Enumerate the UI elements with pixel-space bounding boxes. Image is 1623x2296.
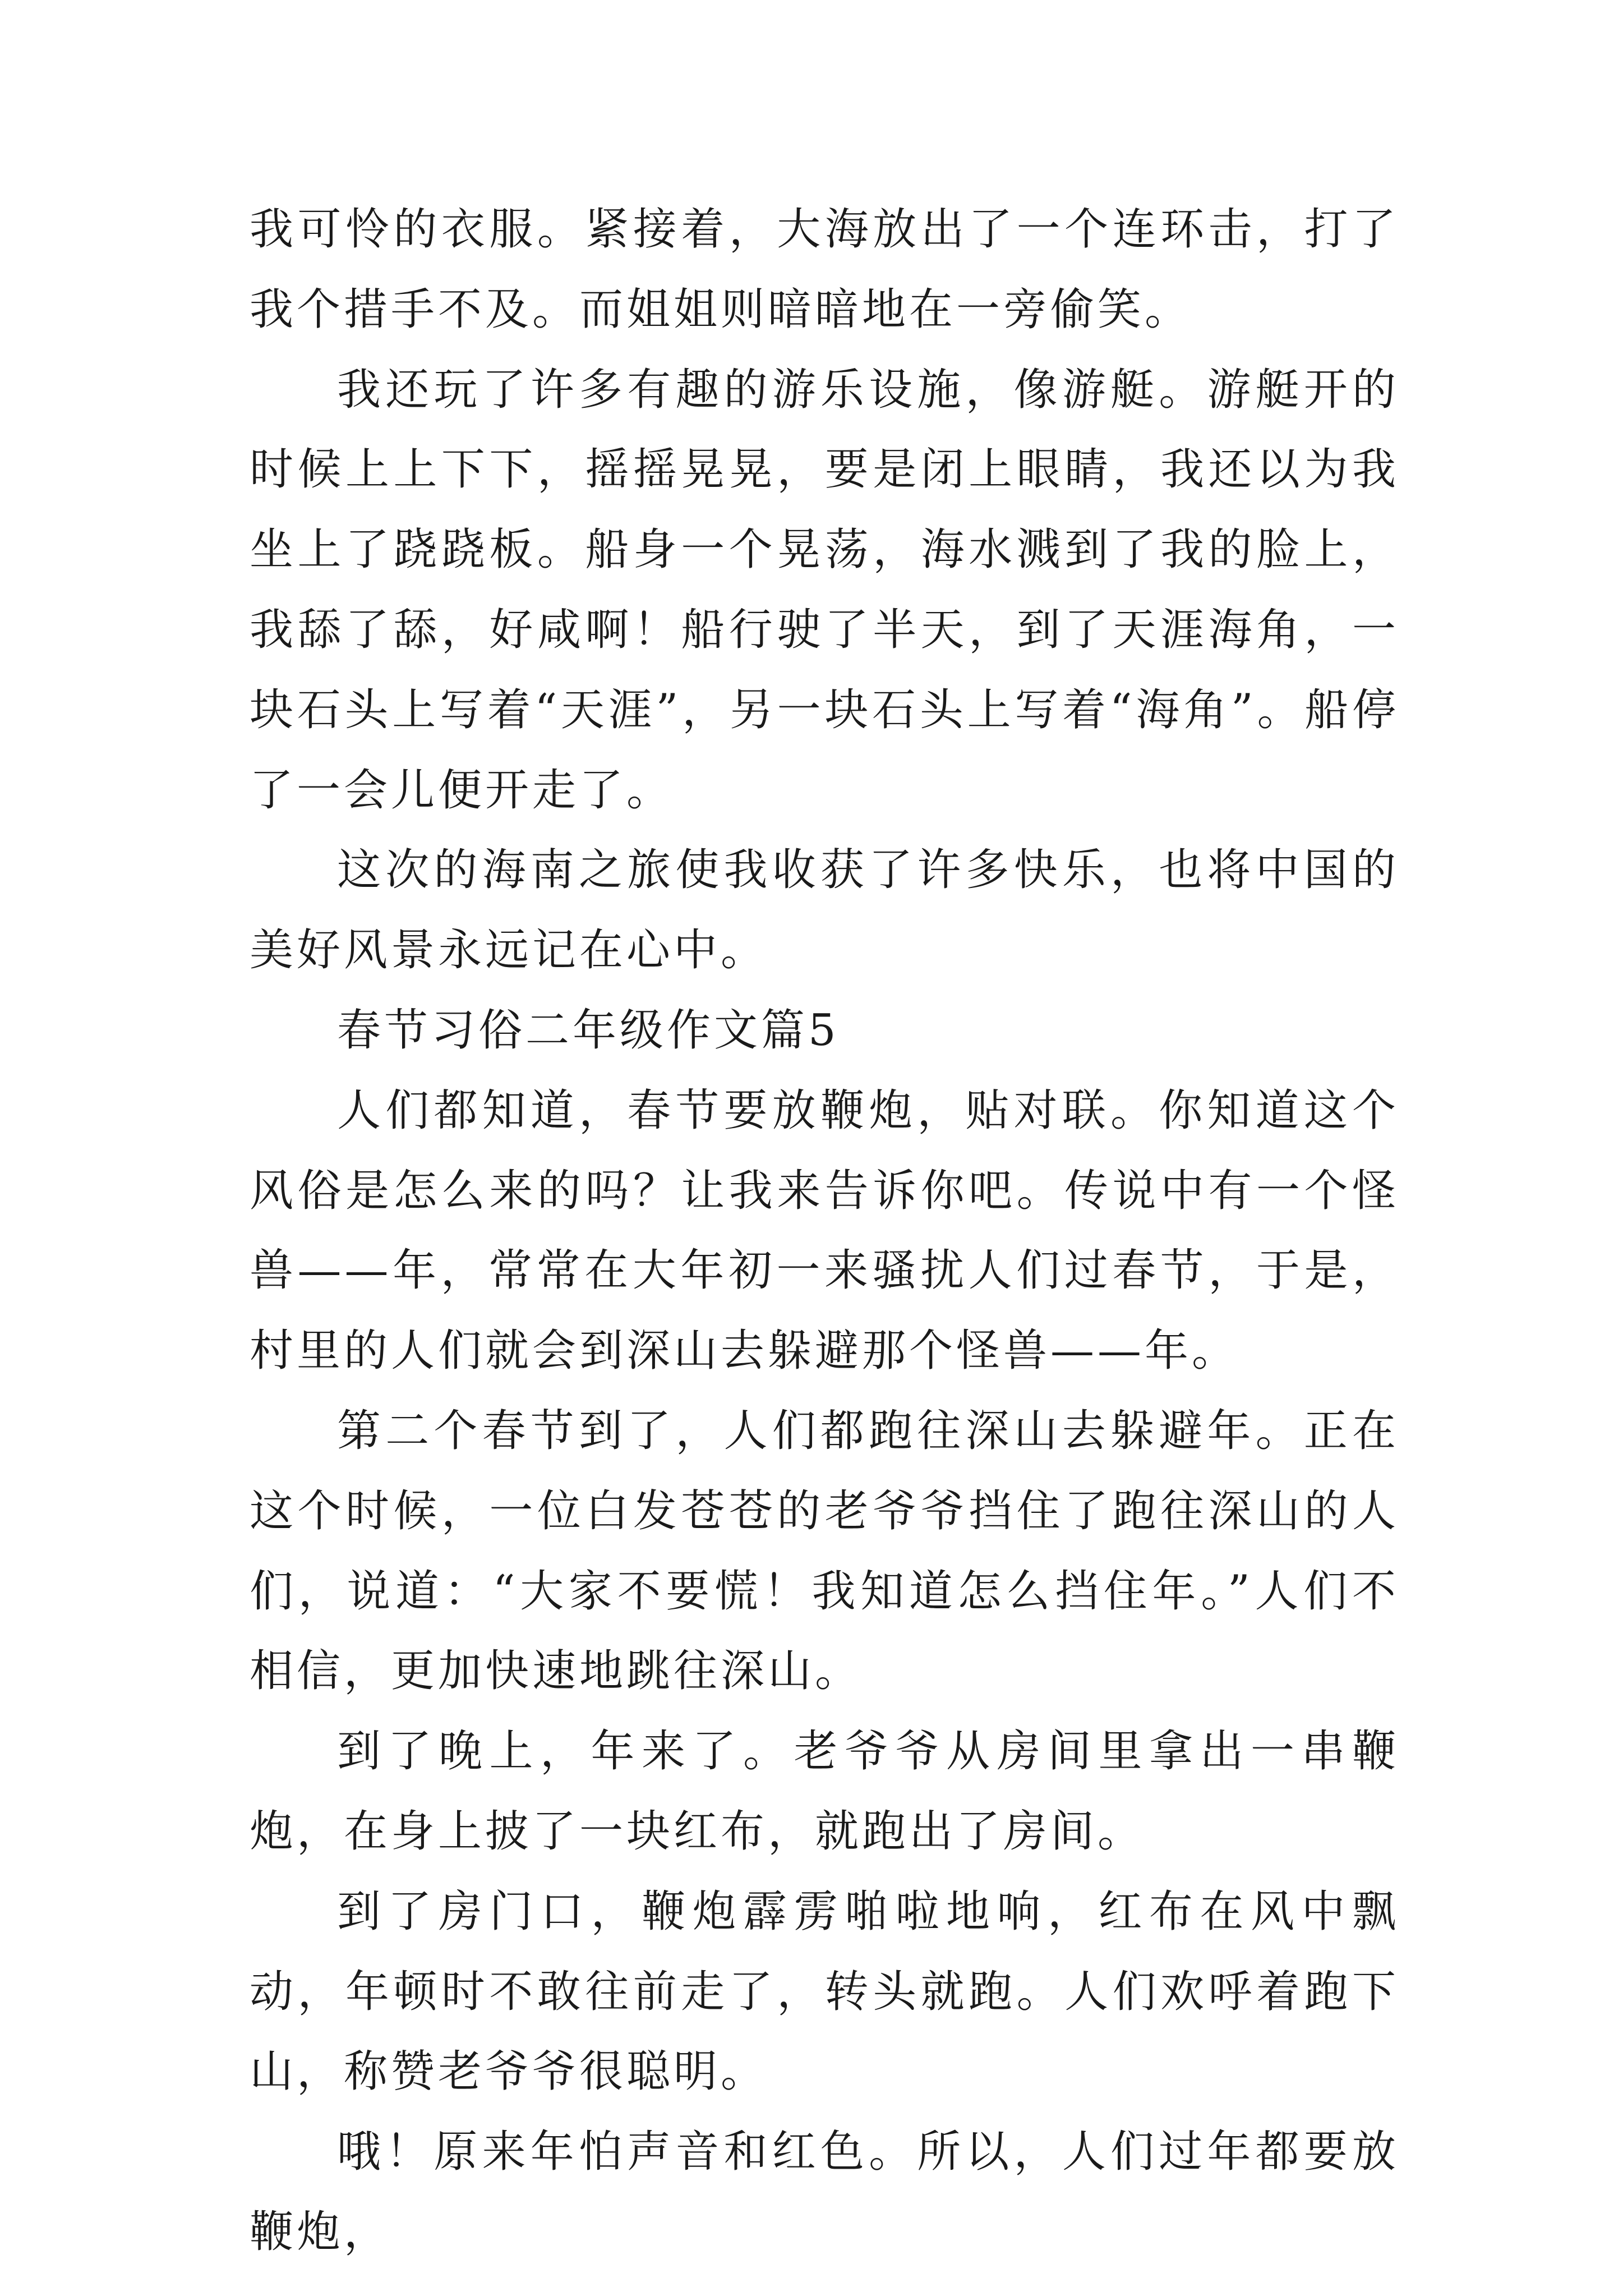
paragraph-conclusion: 哦！原来年怕声音和红色。所以，人们过年都要放鞭炮， <box>250 2127 1399 2257</box>
paragraph-continuation: 我可怜的衣服。紧接着，大海放出了一个连环击，打了我个措手不及。而姐姐则暗暗地在一旁偷笑。 <box>250 204 1399 335</box>
paragraph-doorway: 到了房门口，鞭炮霹雳啪啦地响，红布在风中飘动，年顿时不敢往前走了，转头就跑。人们欢呼着跑下山，称赞老爷爷很聪明。 <box>250 1886 1399 2097</box>
paragraph-legend: 人们都知道，春节要放鞭炮，贴对联。你知道这个风俗是怎么来的吗？让我来告诉你吧。传说中有一个怪兽——年，常常在大年初一来骚扰人们过春节，于是，村里的人们就会到深山去躲避那个怪兽——年。 <box>250 1085 1399 1377</box>
document-body <box>250 190 1399 2272</box>
paragraph-second-spring: 第二个春节到了，人们都跑往深山去躲避年。正在这个时候，一位白发苍苍的老爷爷挡住了跑往深山的人们，说道：“大家不要慌！我知道怎么挡住年。”人们不相信，更加快速地跳往深山。 <box>250 1405 1399 1697</box>
paragraph-evening: 到了晚上，年来了。老爷爷从房间里拿出一串鞭炮，在身上披了一块红布，就跑出了房间。 <box>250 1726 1399 1857</box>
paragraph-hainan-trip: 这次的海南之旅使我收获了许多快乐，也将中国的美好风景永远记在心中。 <box>250 845 1399 976</box>
paragraph-yacht: 我还玩了许多有趣的游乐设施，像游艇。游艇开的时候上上下下，摇摇晃晃，要是闭上眼睛，我还以为我坐上了跷跷板。船身一个晃荡，海水溅到了我的脸上，我舔了舔，好咸啊！船行驶了半天，到了天涯海角，一块石头上写着“天涯”，另一块石头上写着“海角”。船停了一会儿便开走了。 <box>250 364 1399 816</box>
essay-heading: 春节习俗二年级作文篇5 <box>337 1005 840 1056</box>
